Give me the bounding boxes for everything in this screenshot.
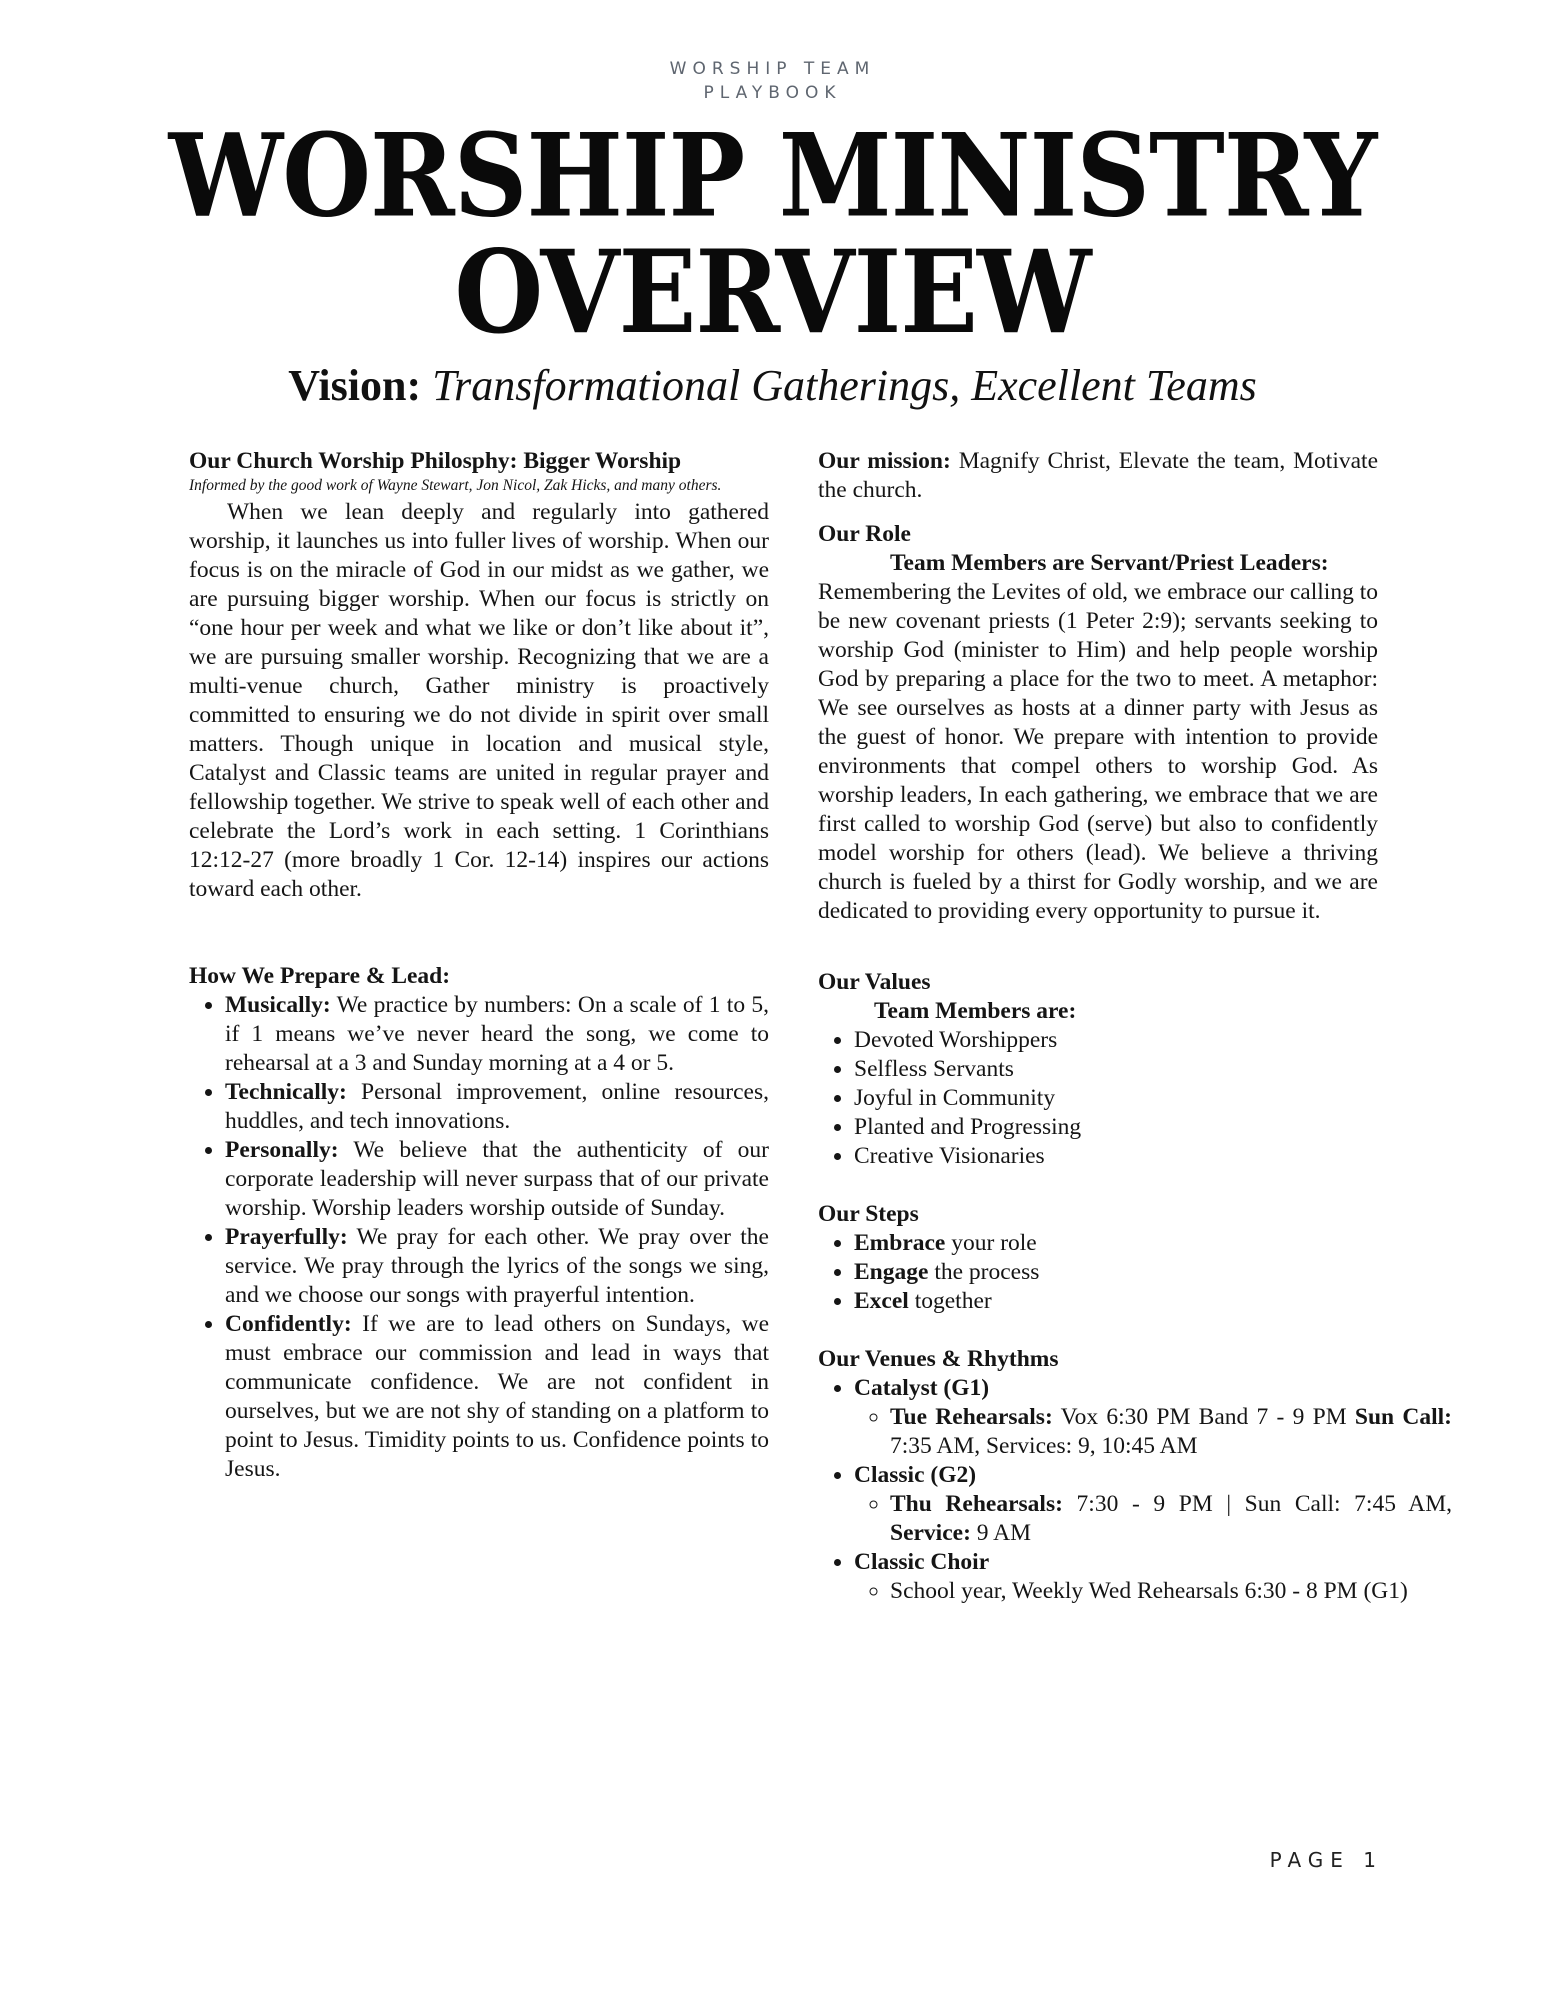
values-lead: Team Members are: xyxy=(874,998,1077,1024)
role-body: Remembering the Levites of old, we embrace our calling to be new covenant priests (1 Peter 2:9); servants seeking to worship God (minister to Him) and help people worship God by preparing a place for the two to meet. A metaphor: We see ourselves as hosts at a dinner party with Jesus as the guest of honor. We prepare with intention to provide environments that compel others to worship God. As worship leaders, In each gathering, we embrace that we are first called to worship God (serve) but also to confidently model worship for others (lead). We believe a thriving church is fueled by a thirst for Godly worship, and we are dedicated to providing every opportunity to pursue it. xyxy=(818,579,1378,924)
prepare-item-text: If we are to lead others on Sundays, we must embrace our commission and lead in ways that communicate confidence. We are not confident in ourselves, but we are not shy of standing on a platform to point to Jesus. Timidity points to us. Confidence points to Jesus. xyxy=(225,1311,769,1482)
values-item: • Joyful in Community xyxy=(854,1084,1378,1113)
philosophy-body: When we lean deeply and regularly into gathered worship, it launches us into fuller lives of worship. When our focus is on the miracle of God in our midst as we gather, we are pursuing bigger worship. When our focus is strictly on “one hour per week and what we like or don’t like about it”, we are pursuing smaller worship. Recognizing that we are a multi-venue church, Gather ministry is proactively committed to ensuring we do not divide in spirit over small matters. Though unique in location and musical style, Catalyst and Classic teams are united in regular prayer and fellowship together. We strive to speak well of each other and celebrate the Lord’s work in each setting. 1 Corinthians 12:12-27 (more broadly 1 Cor. 12-14) inspires our actions toward each other. xyxy=(189,499,769,902)
values-item: • Planted and Progressing xyxy=(854,1113,1378,1142)
prepare-heading: How We Prepare & Lead: xyxy=(189,963,451,989)
prepare-item-label: Personally: xyxy=(225,1137,339,1163)
prepare-item-label: Musically: xyxy=(225,992,331,1018)
prepare-item-text: Personal improvement, online resources, huddles, and tech innovations. xyxy=(225,1079,769,1134)
steps-list xyxy=(818,1229,1378,1316)
steps-item-text: the process xyxy=(934,1259,1040,1285)
values-list xyxy=(818,1026,1378,1171)
venue-classic xyxy=(854,1461,1452,1548)
venue-name: Classic Choir xyxy=(854,1549,990,1575)
role-heading: Our Role xyxy=(818,521,911,547)
detail-label: Service: xyxy=(890,1520,971,1546)
venue-name: Catalyst (G1) xyxy=(854,1375,990,1401)
detail-text: Vox 6:30 PM Band 7 - 9 PM xyxy=(1060,1404,1347,1430)
vision-statement xyxy=(0,360,1545,411)
vision-label: Vision: xyxy=(288,361,422,410)
venues-list xyxy=(818,1374,1452,1606)
venue-classic-details xyxy=(854,1490,1452,1548)
prepare-item-text: We practice by numbers: On a scale of 1 to 5, if 1 means we’ve never heard the song, we come to rehearsal at a 3 and Sunday morning at a 4 or 5. xyxy=(225,992,769,1076)
prepare-item-personally xyxy=(225,1136,769,1223)
mission-label: Our mission: xyxy=(818,448,951,474)
detail-label: Thu Rehearsals: xyxy=(890,1491,1063,1517)
prepare-item-confidently xyxy=(225,1310,769,1484)
title-line-2: OVERVIEW xyxy=(454,225,1091,360)
mission-statement xyxy=(818,447,1378,505)
detail-text: 9 AM xyxy=(976,1520,1031,1546)
steps-item xyxy=(854,1258,1378,1287)
spacer xyxy=(818,505,1378,520)
steps-item-text: together xyxy=(914,1288,992,1314)
steps-item xyxy=(854,1229,1378,1258)
prepare-item-technically xyxy=(225,1078,769,1136)
page-number: PAGE 1 xyxy=(1269,1848,1383,1872)
steps-heading: Our Steps xyxy=(818,1201,919,1227)
detail-label: Tue Rehearsals: xyxy=(890,1404,1053,1430)
spacer xyxy=(818,926,1378,955)
mission-text: Magnify Christ, Elevate the team, Motivate the church. xyxy=(818,448,1379,503)
detail-text: 7:35 AM, Services: 9, 10:45 AM xyxy=(890,1433,1198,1459)
steps-item xyxy=(854,1287,1378,1316)
venue-name: Classic (G2) xyxy=(854,1462,977,1488)
values-heading: Our Values xyxy=(818,969,931,995)
prepare-item-prayerfully xyxy=(225,1223,769,1310)
philosophy-heading: Our Church Worship Philosphy: Bigger Worship xyxy=(189,448,682,474)
detail-text: 7:30 - 9 PM | Sun Call: 7:45 AM, xyxy=(1076,1491,1453,1517)
values-item: • Devoted Worshippers xyxy=(854,1026,1378,1055)
venue-detail xyxy=(890,1490,1452,1548)
values-item: • Selfless Servants xyxy=(854,1055,1378,1084)
prepare-item-label: Confidently: xyxy=(225,1311,352,1337)
spacer xyxy=(818,1316,1378,1345)
venue-choir-details xyxy=(854,1577,1452,1606)
prepare-item-text: We pray for each other. We pray over the service. We pray through the lyrics of the songs we sing, and we choose our songs with prayerful intention. xyxy=(225,1224,769,1308)
right-column xyxy=(818,447,1453,1606)
philosophy-note: Informed by the good work of Wayne Stewart, Jon Nicol, Zak Hicks, and many others. xyxy=(189,477,722,494)
detail-label: Sun Call: xyxy=(1354,1404,1453,1430)
prepare-item-text: We believe that the authenticity of our corporate leadership will never surpass that of our private worship. Worship leaders worship outside of Sunday. xyxy=(225,1137,769,1221)
left-column xyxy=(189,447,769,1484)
eyebrow-line-2: PLAYBOOK xyxy=(703,83,842,103)
venue-choir xyxy=(854,1548,1452,1606)
venue-detail: ◦ School year, Weekly Wed Rehearsals 6:30 - 8 PM (G1) xyxy=(890,1577,1452,1606)
venue-catalyst xyxy=(854,1374,1452,1461)
title-line-1: WORSHIP MINISTRY xyxy=(168,109,1377,244)
page-title xyxy=(0,109,1545,360)
eyebrow-line-1: WORSHIP TEAM xyxy=(669,59,876,79)
prepare-item-label: Technically: xyxy=(225,1079,347,1105)
playbook-eyebrow xyxy=(0,57,1545,105)
role-lead: Team Members are Servant/Priest Leaders: xyxy=(890,550,1329,576)
prepare-item-label: Prayerfully: xyxy=(225,1224,348,1250)
steps-item-bold: Excel xyxy=(854,1288,909,1314)
spacer xyxy=(189,904,769,933)
prepare-item-musically xyxy=(225,991,769,1078)
venue-detail xyxy=(890,1403,1452,1461)
values-item: • Creative Visionaries xyxy=(854,1142,1378,1171)
steps-item-text: your role xyxy=(951,1230,1037,1256)
venues-heading: Our Venues & Rhythms xyxy=(818,1346,1059,1372)
venue-catalyst-details xyxy=(854,1403,1452,1461)
spacer xyxy=(818,955,1378,968)
steps-item-bold: Engage xyxy=(854,1259,929,1285)
spacer xyxy=(818,1171,1378,1200)
vision-text: Transformational Gatherings, Excellent Teams xyxy=(432,361,1257,410)
spacer xyxy=(189,933,769,962)
prepare-list xyxy=(189,991,769,1484)
steps-item-bold: Embrace xyxy=(854,1230,946,1256)
